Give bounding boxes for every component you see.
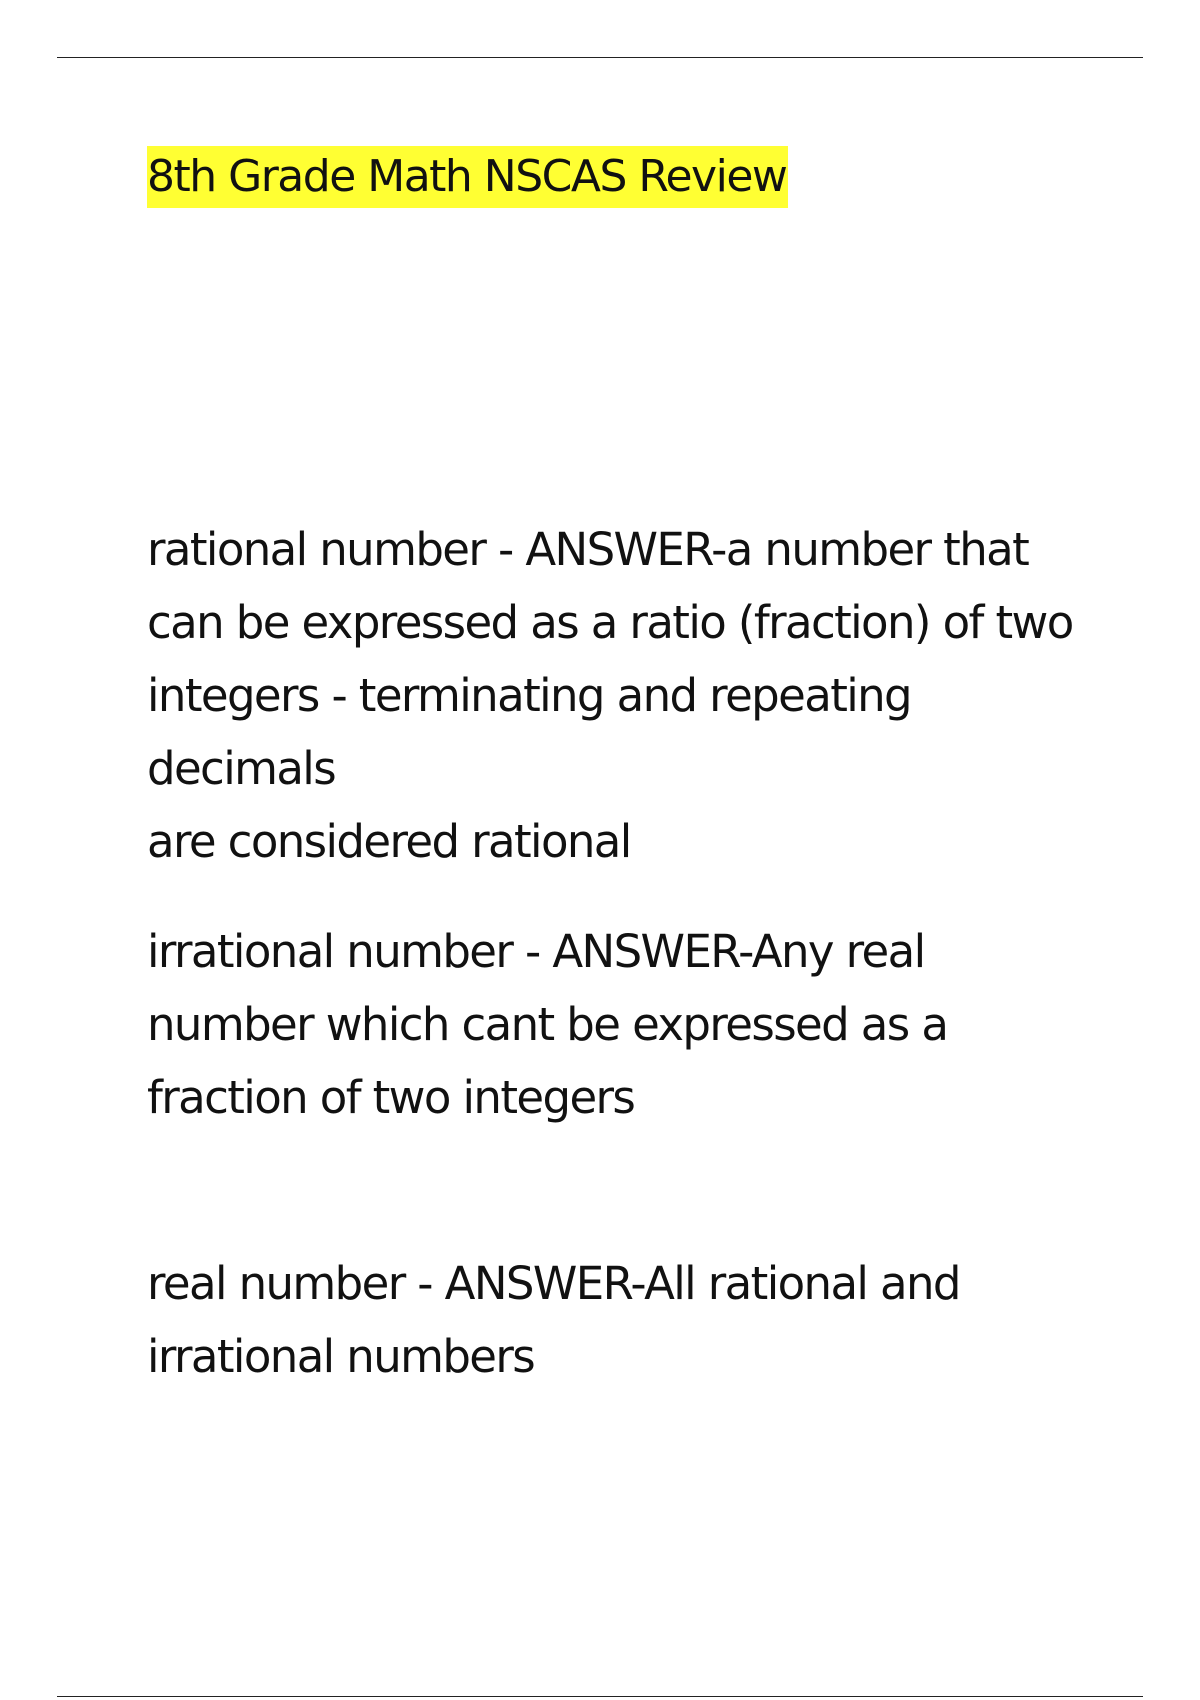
document-title: 8th Grade Math NSCAS Review — [147, 146, 788, 208]
entry-line: fraction of two integers — [147, 1071, 635, 1124]
entry-line: rational number - ANSWER-a number that — [147, 523, 1029, 576]
entry-line: integers - terminating and repeating decimals — [147, 669, 912, 795]
entry-line: irrational numbers — [147, 1330, 535, 1383]
title-block — [147, 146, 788, 208]
footer-rule — [57, 1696, 1143, 1697]
entry-line: irrational number - ANSWER-Any real — [147, 925, 925, 978]
entry-line: are considered rational — [147, 815, 631, 868]
entry-line: real number - ANSWER-All rational and — [147, 1257, 960, 1310]
entry-line: can be expressed as a ratio (fraction) of two — [147, 596, 1073, 649]
entry-irrational-number — [147, 915, 1107, 1134]
entry-rational-number — [147, 513, 1107, 878]
entry-line: number which cant be expressed as a — [147, 998, 948, 1051]
entry-real-number — [147, 1247, 1107, 1393]
header-rule — [57, 57, 1143, 58]
